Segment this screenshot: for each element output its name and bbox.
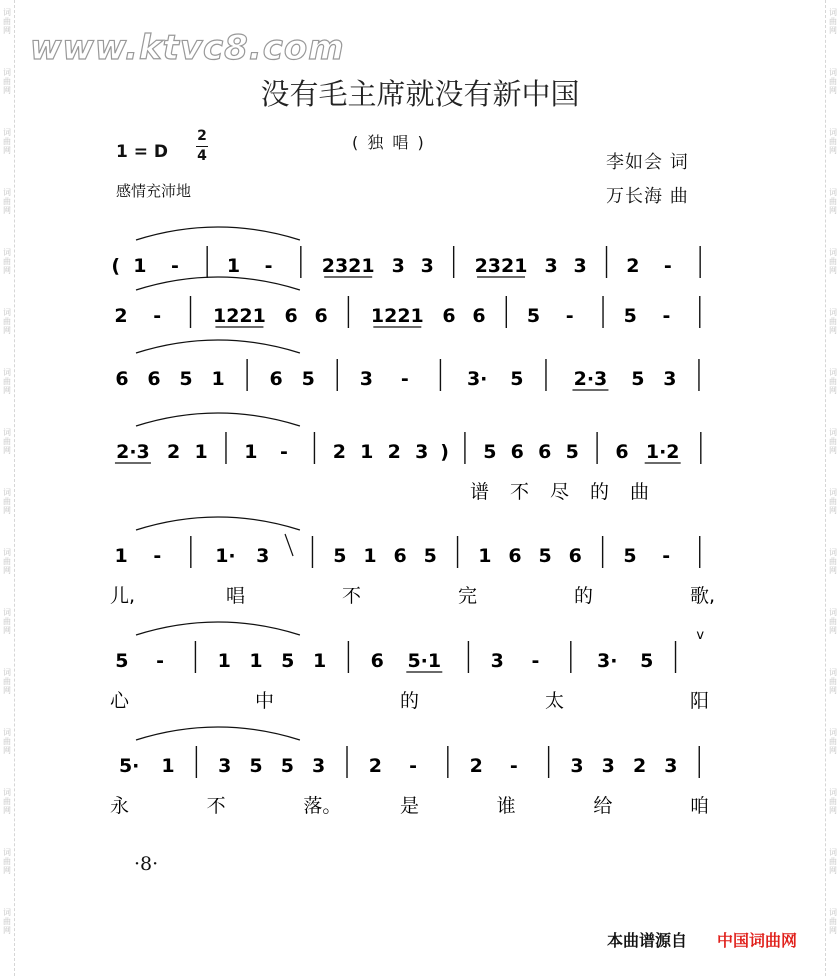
note: 2 (469, 755, 483, 777)
note: 1 (360, 441, 374, 463)
note: 1221 (370, 305, 424, 327)
note: 1 (133, 255, 147, 277)
note: 3· (597, 650, 618, 672)
rail-watermark-tag: 词曲网 (829, 68, 837, 95)
note: 1 (217, 650, 231, 672)
note: 6 (370, 650, 384, 672)
note: 5 (565, 441, 579, 463)
note: 5 (640, 650, 654, 672)
parenthesis: ( (111, 255, 121, 277)
song-title: 没有毛主席就没有新中国 (260, 77, 580, 111)
rail-watermark-tag: 词曲网 (829, 488, 837, 515)
lyric-char: 太 (545, 690, 565, 712)
lyric-char: 落。 (303, 795, 342, 817)
lyric-char: 谁 (496, 795, 516, 817)
note: 1·2 (645, 441, 680, 463)
dash-extension: - (279, 441, 288, 463)
note: 3 (570, 755, 584, 777)
lyric-char: 心 (110, 690, 130, 712)
lyric-char: 的 (400, 690, 420, 712)
performance-type: ( 独 唱 ) (352, 133, 426, 152)
note: 1 (478, 545, 492, 567)
rail-watermark-tag: 词曲网 (829, 248, 837, 275)
note: 6 (147, 368, 161, 390)
rail-watermark-tag: 词曲网 (829, 428, 837, 455)
note: 1 (114, 545, 128, 567)
lyric-char: 咱 (690, 795, 710, 817)
note: 5· (118, 755, 140, 777)
slur (136, 277, 300, 290)
rail-watermark-tag: 词曲网 (829, 908, 837, 935)
note: 3 (544, 255, 558, 277)
note: 5 (423, 545, 437, 567)
lyric-char: 唱 (226, 585, 246, 607)
note: 2321 (321, 255, 375, 277)
note: 1 (249, 650, 263, 672)
note: 1 (312, 650, 327, 672)
note: 5 (623, 305, 637, 327)
note: 5 (280, 755, 294, 777)
note: 5 (333, 545, 347, 567)
parenthesis: ) (440, 441, 449, 463)
note: 1· (215, 545, 236, 567)
note: 3 (490, 650, 504, 672)
rail-watermark-tag: 词曲网 (3, 728, 11, 755)
note: 1221 (212, 305, 266, 327)
note: 6 (568, 545, 582, 567)
rail-watermark-tag: 词曲网 (829, 128, 837, 155)
note: 6 (115, 368, 129, 390)
note: 2 (632, 755, 647, 777)
note: 6 (442, 305, 456, 327)
note: 1 (194, 441, 208, 463)
rail-watermark-tag: 词曲网 (829, 8, 837, 35)
note: 3 (359, 368, 373, 390)
dash-extension: - (662, 545, 671, 567)
rail-watermark-tag: 词曲网 (829, 548, 837, 575)
note: 2 (114, 305, 128, 327)
note: 3 (420, 255, 434, 277)
note: 1 (244, 441, 258, 463)
note: 3· (466, 368, 488, 390)
note: 2 (368, 755, 383, 777)
note: 3 (218, 755, 232, 777)
note: 5 (510, 368, 524, 390)
note: 2321 (474, 255, 528, 277)
dash-extension: - (662, 305, 671, 327)
note: 1 (161, 755, 175, 777)
note: 6 (538, 441, 552, 463)
breath-mark: v (696, 628, 705, 643)
dash-extension: - (565, 305, 574, 327)
rail-watermark-tag: 词曲网 (3, 128, 11, 155)
rail-watermark-tag: 词曲网 (3, 308, 11, 335)
note: 5 (301, 368, 315, 390)
rail-watermark-tag: 词曲网 (3, 548, 11, 575)
dash-extension: - (153, 545, 162, 567)
slur (136, 727, 300, 740)
note: 2 (387, 441, 401, 463)
note: 5 (115, 650, 129, 672)
slur-end-mark (285, 534, 293, 556)
rail-watermark-tag: 词曲网 (829, 308, 837, 335)
note: 5 (249, 755, 263, 777)
rail-watermark-tag: 词曲网 (3, 788, 11, 815)
rail-watermark-tag: 词曲网 (3, 428, 11, 455)
lyric-char: 谱 (470, 481, 490, 503)
lyric-char: 的 (590, 481, 610, 503)
note: 5 (538, 545, 552, 567)
note: 3 (312, 755, 326, 777)
lyric-char: 曲 (630, 481, 650, 503)
note: 1 (211, 368, 225, 390)
note: 6 (314, 305, 328, 327)
page-number: ·8· (134, 853, 159, 875)
meter-top: 2 (197, 128, 207, 144)
note: 5 (281, 650, 295, 672)
rail-watermark-tag: 词曲网 (829, 728, 837, 755)
rail-watermark-tag: 词曲网 (829, 848, 837, 875)
key-signature: 1 = D (116, 142, 169, 162)
rail-watermark-tag: 词曲网 (829, 188, 837, 215)
dash-extension: - (264, 255, 273, 277)
note: 3 (573, 255, 587, 277)
dash-extension: - (409, 755, 418, 777)
rail-watermark-tag: 词曲网 (3, 248, 11, 275)
note: 3 (256, 545, 270, 567)
note: 2 (332, 441, 346, 463)
slur (136, 517, 300, 530)
lyric-char: 尽 (550, 481, 570, 503)
rail-watermark-tag: 词曲网 (3, 908, 11, 935)
dash-extension: - (156, 650, 165, 672)
note: 6 (508, 545, 522, 567)
note: 2·3 (116, 441, 150, 463)
rail-watermark-tag: 词曲网 (3, 488, 11, 515)
note: 6 (269, 368, 283, 390)
rail-watermark-tag: 词曲网 (3, 608, 11, 635)
note: 3 (664, 755, 678, 777)
meter-bottom: 4 (197, 148, 207, 164)
watermark: www.ktvc8.com (30, 28, 345, 68)
note: 5 (483, 441, 497, 463)
note: 3 (601, 755, 615, 777)
source-label: 本曲谱源自 (607, 931, 688, 950)
note: 5 (179, 368, 193, 390)
note: 6 (472, 305, 486, 327)
rail-watermark-tag: 词曲网 (3, 8, 11, 35)
note: 5·1 (407, 650, 442, 672)
expression-mark: 感情充沛地 (116, 182, 192, 200)
slur (136, 622, 300, 635)
dash-extension: - (509, 755, 518, 777)
note: 3 (391, 255, 405, 277)
rail-watermark-tag: 词曲网 (829, 668, 837, 695)
note: 6 (393, 545, 407, 567)
note: 6 (615, 441, 629, 463)
note: 5 (526, 305, 541, 327)
note: 3 (415, 441, 429, 463)
note: 5 (623, 545, 637, 567)
note: 2 (626, 255, 640, 277)
slur (136, 227, 300, 240)
note: 6 (284, 305, 298, 327)
rail-watermark-tag: 词曲网 (829, 368, 837, 395)
lyric-char: 给 (593, 795, 613, 817)
lyricist-credit: 李如会 词 (606, 152, 689, 173)
lyric-char: 是 (400, 795, 420, 817)
slur (136, 413, 300, 426)
rail-watermark-tag: 词曲网 (3, 848, 11, 875)
lyric-char: 儿, (110, 585, 136, 607)
rail-watermark-tag: 词曲网 (829, 788, 837, 815)
note: 2 (166, 441, 181, 463)
note: 1 (226, 255, 241, 277)
dash-extension: - (400, 368, 409, 390)
lyric-char: 不 (342, 585, 362, 607)
dash-extension: - (153, 305, 162, 327)
rail-watermark-tag: 词曲网 (3, 188, 11, 215)
note: 5 (631, 368, 645, 390)
note: 2·3 (573, 368, 608, 390)
dash-extension: - (663, 255, 672, 277)
lyric-char: 永 (110, 795, 130, 817)
lyric-char: 的 (574, 585, 594, 607)
rail-watermark-tag: 词曲网 (3, 368, 11, 395)
dash-extension: - (170, 255, 179, 277)
note: 1 (363, 545, 377, 567)
lyric-char: 阳 (690, 690, 710, 712)
lyric-char: 不 (510, 481, 530, 503)
composer-credit: 万长海 曲 (606, 186, 689, 207)
lyric-char: 歌, (690, 585, 716, 607)
lyric-char: 完 (458, 585, 478, 607)
rail-watermark-tag: 词曲网 (3, 668, 11, 695)
lyric-char: 不 (206, 795, 226, 817)
lyric-char: 中 (255, 690, 275, 712)
rail-watermark-tag: 词曲网 (3, 68, 11, 95)
note: 3 (663, 368, 677, 390)
dash-extension: - (531, 650, 540, 672)
rail-watermark-tag: 词曲网 (829, 608, 837, 635)
source-site-link[interactable]: 中国词曲网 (717, 931, 798, 950)
note: 6 (510, 441, 524, 463)
slur (136, 340, 300, 353)
